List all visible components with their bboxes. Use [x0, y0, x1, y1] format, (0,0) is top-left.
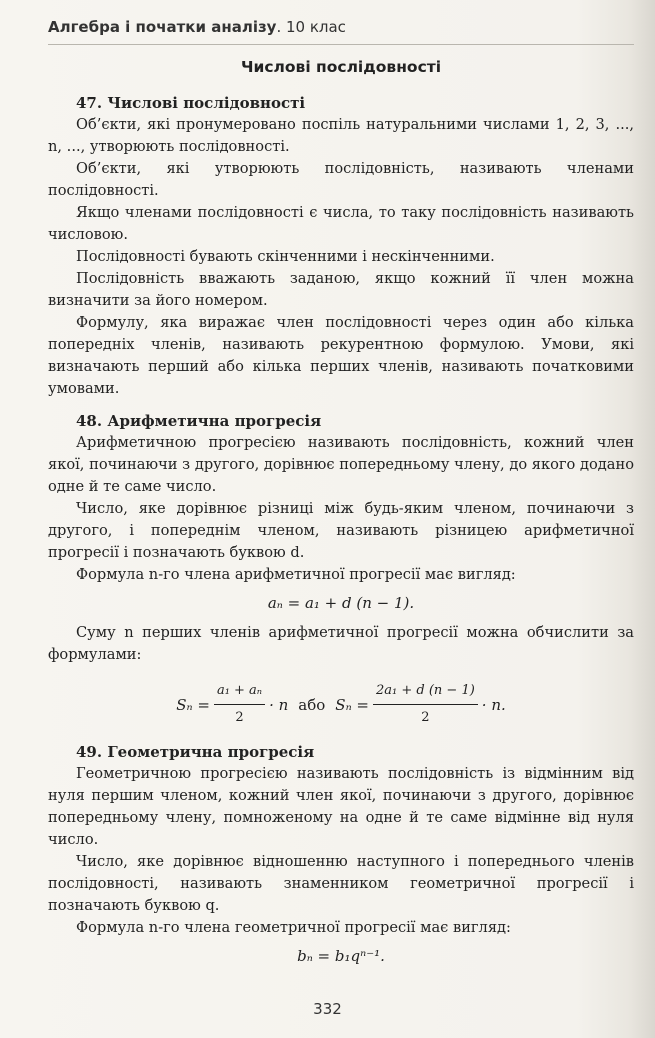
paragraph: Число, яке дорівнює різниці між будь-яким членом, починаючи з другого, і попереднім членом, називають різницею арифметичної прогресії і позначають буквою d.	[48, 500, 634, 561]
fraction	[214, 680, 265, 729]
paragraph: Послідовність вважають заданою, якщо кожний її член можна визначити за його номером.	[48, 270, 634, 309]
section-title: 47. Числові послідовності	[76, 94, 306, 112]
multiplier: · n	[269, 695, 289, 714]
formula-arithmetic-nth-term: aₙ = a₁ + d (n − 1).	[267, 594, 415, 612]
paragraph: Формулу, яка виражає член послідовності через один або кілька попередніх членів, називають рекурентною формулою. Умови, які визначають перший або кілька перших членів, називають початковими умовами.	[48, 314, 634, 397]
section-title: 48. Арифметична прогресія	[76, 412, 322, 430]
paragraph: Геометричною прогресією називають послідовність із відмінним від нуля першим членом, кожний член якої, починаючи з другого, дорівнює попередньому члену, помноженому на одне й те саме відмінне від нуля число.	[48, 765, 634, 848]
conjunction-word: або	[298, 695, 326, 714]
fraction-numerator: 2a₁ + d (n − 1)	[373, 680, 478, 705]
running-header	[48, 18, 634, 45]
formula-arithmetic-sum	[48, 680, 634, 729]
section-49	[48, 741, 634, 967]
paragraph: Формула n-го члена геометричної прогресії має вигляд:	[76, 919, 511, 936]
chapter-title: Числові послідовності	[240, 58, 442, 76]
paragraph: Послідовності бувають скінченними і нескінченними.	[76, 248, 495, 265]
book-title: Алгебра і початки аналізу	[48, 18, 277, 36]
fraction-denominator: 2	[235, 710, 244, 725]
paragraph: Формула n-го члена арифметичної прогресії має вигляд:	[76, 566, 516, 583]
page-content	[48, 92, 634, 975]
paragraph: Об’єкти, які пронумеровано поспіль натуральними числами 1, 2, 3, ..., n, ..., утворюють послідовності.	[48, 116, 634, 155]
paragraph: Суму n перших членів арифметичної прогресії можна обчислити за формулами:	[48, 624, 634, 663]
section-title: 49. Геометрична прогресія	[76, 743, 315, 761]
book-grade: . 10 клас	[276, 18, 346, 36]
section-47	[48, 92, 634, 400]
fraction	[373, 680, 478, 729]
paragraph: Арифметичною прогресією називають послідовність, кожний член якої, починаючи з другого, дорівнює попередньому члену, до якого додано одне й те саме число.	[48, 434, 634, 495]
section-48	[48, 410, 634, 729]
paragraph: Число, яке дорівнює відношенню наступного і попереднього членів послідовності, називають знаменником геометричної прогресії і позначають буквою q.	[48, 853, 634, 914]
paragraph: Якщо членами послідовності є числа, то таку послідовність називають числовою.	[48, 204, 634, 243]
fraction-numerator: a₁ + aₙ	[214, 680, 265, 705]
paragraph: Об’єкти, які утворюють послідовність, називають членами послідовності.	[48, 160, 634, 199]
fraction-denominator: 2	[421, 710, 430, 725]
sum-right: Sₙ =	[335, 695, 369, 714]
multiplier: · n.	[481, 695, 506, 714]
page-number: 332	[313, 1000, 342, 1018]
sum-left: Sₙ =	[176, 695, 210, 714]
formula-geometric-nth-term: bₙ = b₁qⁿ⁻¹.	[297, 947, 385, 965]
